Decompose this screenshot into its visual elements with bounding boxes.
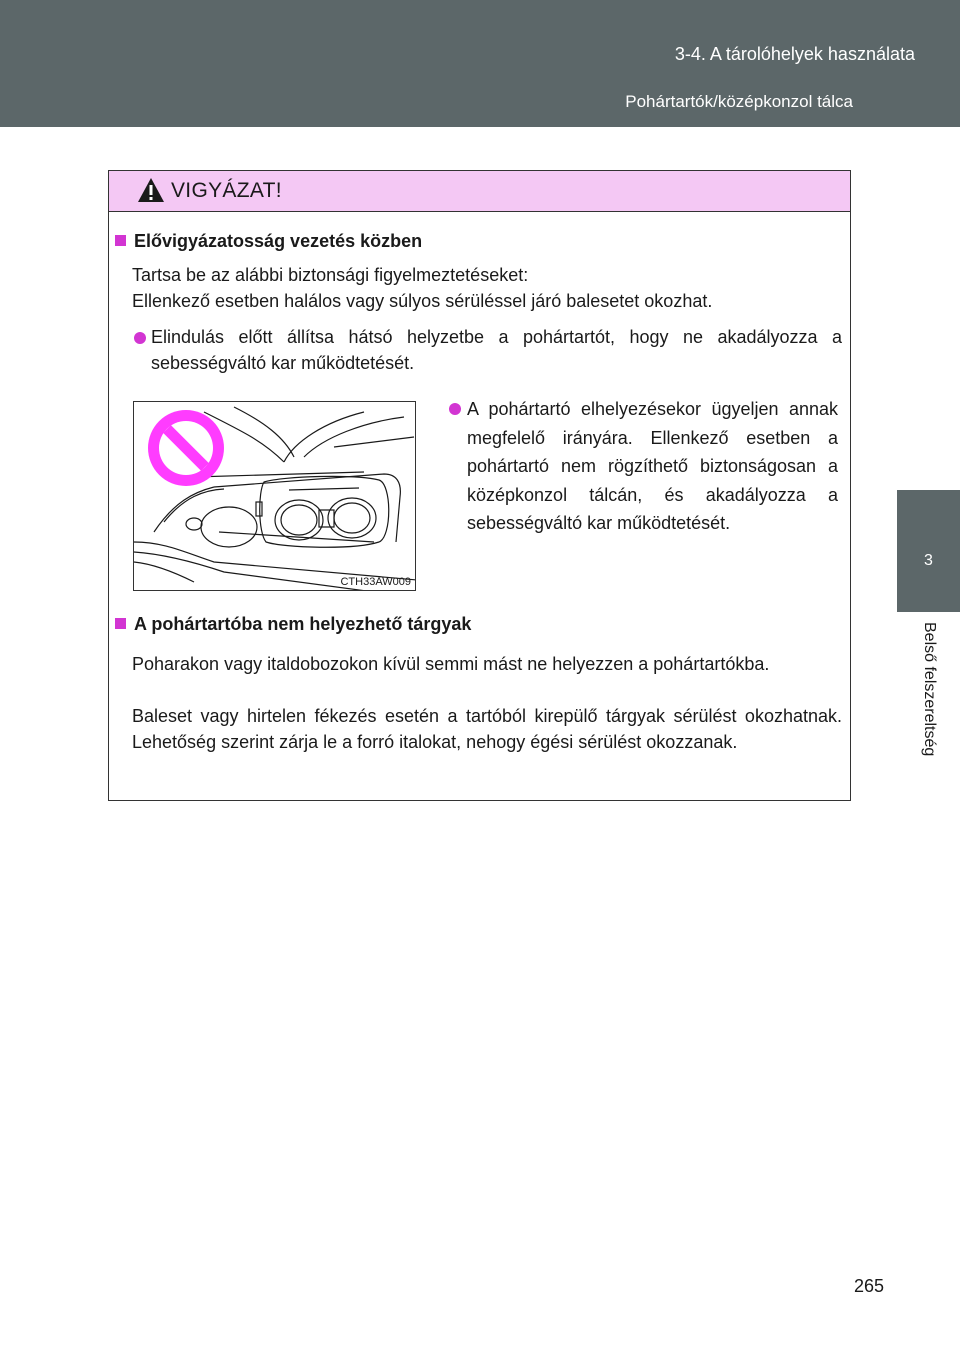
bullet-orientation: A pohártartó elhelyezésekor ügyeljen annak megfelelő irányára. Ellenkező esetben a pohártartó nem rögzíthető biztonságosan a középkonzol tálcán, és akadályozza a sebességváltó kar működtetését. bbox=[467, 399, 838, 533]
subsection-title: Pohártartók/középkonzol tálca bbox=[625, 92, 853, 111]
section-heading-objects: A pohártartóba nem helyezhető tárgyak bbox=[115, 614, 471, 635]
chapter-label: Belső felszereltség bbox=[921, 622, 938, 757]
page-header bbox=[0, 0, 960, 127]
prohibited-icon bbox=[148, 410, 224, 486]
section-title: 3-4. A tárolóhelyek használata bbox=[674, 44, 915, 64]
bullet-rear-position: Elindulás előtt állítsa hátsó helyzetbe a pohártartót, hogy ne akadályozza a sebességváltó kar működtetését. bbox=[151, 327, 842, 373]
warning-header bbox=[109, 171, 850, 212]
paragraph-only-cups: Poharakon vagy italdobozokon kívül semmi mást ne helyezzen a pohártartókba. bbox=[132, 654, 770, 674]
section-heading-driving: Elővigyázatosság vezetés közben bbox=[115, 231, 422, 252]
warning-title: VIGYÁZAT! bbox=[171, 179, 282, 202]
figure-code: CTH33AW009 bbox=[340, 576, 411, 588]
cupholder-illustration bbox=[134, 402, 416, 591]
paragraph-intro: Tartsa be az alábbi biztonsági figyelmeztetéseket: Ellenkező esetben halálos vagy súlyos sérüléssel járó balesetet okozhat. bbox=[132, 265, 713, 311]
chapter-tab bbox=[897, 490, 960, 612]
cupholder-figure bbox=[133, 401, 416, 591]
page-number: 265 bbox=[853, 1276, 884, 1296]
bullet-dot-icon bbox=[134, 332, 146, 344]
chapter-number: 3 bbox=[924, 552, 933, 569]
chapter-label-container bbox=[897, 612, 960, 802]
square-bullet-icon bbox=[115, 618, 126, 629]
square-bullet-icon bbox=[115, 235, 126, 246]
bullet-dot-icon bbox=[449, 403, 461, 415]
warning-triangle-icon bbox=[137, 177, 165, 203]
paragraph-flying-objects: Baleset vagy hirtelen fékezés esetén a tartóból kirepülő tárgyak sérülést okozhatnak. Lehetőség szerint zárja le a forró italokat, nehogy égési sérülést okozzanak. bbox=[132, 706, 842, 752]
